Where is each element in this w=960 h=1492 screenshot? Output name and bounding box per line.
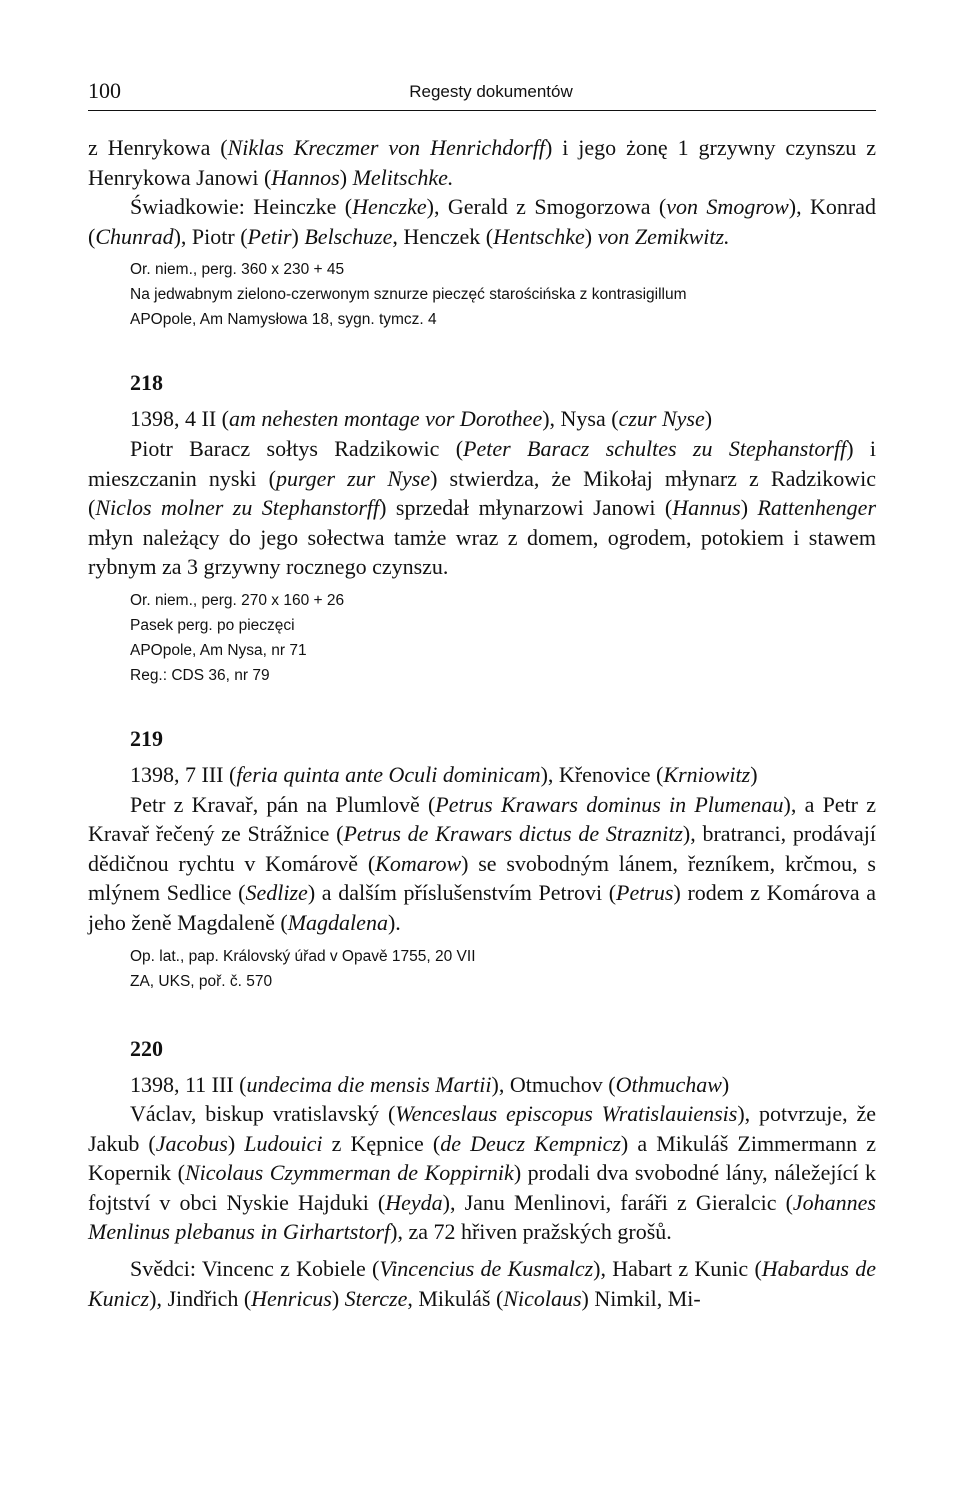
italic-text: Heyda [385, 1189, 443, 1215]
text: ) a dalším příslušenstvím Petrovi ( [307, 880, 617, 906]
archival-notes [88, 257, 876, 332]
italic-text: feria quinta ante Oculi dominicam [236, 761, 541, 787]
text: ), Gerald z Smogorzowa ( [426, 194, 667, 220]
paragraph [88, 1099, 876, 1247]
text: ) [584, 223, 598, 249]
italic-text: Chunrad [95, 223, 174, 249]
text: ) [740, 495, 758, 521]
text: ), potvrzuje, že Jakub ( [88, 1101, 877, 1156]
italic-text: Habardus de Kunicz [88, 1256, 877, 1311]
page-number: 100 [88, 78, 121, 103]
italic-text: Jacobus [155, 1130, 228, 1156]
text: ) rodem z Komárova a jeho ženě Magdaleně ( [88, 880, 876, 935]
text: 1398, 4 II ( [130, 406, 229, 432]
text: Petr z Kravař, pán na Plumlově ( [130, 791, 436, 817]
entry-number: 218 [130, 370, 163, 396]
text: 1398, 7 III ( [130, 761, 237, 787]
entry-number: 220 [130, 1035, 163, 1061]
italic-text: Sedlize [245, 880, 308, 906]
text: młyn należący do jego sołectwa tamże wraz z domem, ogrodem, potokiem i stawem rybnym za 3 grzywny rocznego czynszu. [88, 524, 876, 580]
italic-text: am nehesten montage vor Dorothee [228, 406, 543, 432]
text: ) [331, 1285, 345, 1311]
text: Svědci: Vincenc z Kobiele ( [130, 1256, 380, 1282]
text: ), a Petr z Kravař řečený ze Strážnice ( [88, 791, 876, 847]
note-line: Or. niem., perg. 360 x 230 + 45 [130, 261, 345, 279]
italic-text: purger zur Nyse [275, 465, 431, 491]
italic-text: Stercze [344, 1285, 408, 1311]
text: ) [227, 1130, 245, 1156]
text: Václav, biskup vratislavský ( [130, 1101, 396, 1127]
entry-dateline [88, 760, 876, 790]
italic-text: Henczke [352, 194, 427, 220]
italic-text: Othmuchaw [615, 1071, 722, 1097]
italic-text: Johannes Menlinus plebanus in Girhartstorf [88, 1189, 876, 1245]
note-line: APOpole, Am Namysłowa 18, sygn. tymcz. 4 [130, 311, 437, 329]
text: ) i jego żonę 1 grzywny czynszu z Henrykowa Janowi ( [88, 135, 876, 190]
text: ), Habart z Kunic ( [593, 1256, 762, 1282]
text: ), Janu Menlinovi, faráři z Gieralcic ( [442, 1189, 793, 1215]
text: ), Konrad ( [88, 194, 876, 249]
italic-text: Magdalena [287, 909, 388, 935]
text: z Henrykowa ( [88, 135, 228, 160]
italic-text: Hannos [271, 164, 340, 190]
note-line: Reg.: CDS 36, nr 79 [130, 666, 270, 684]
text: ) [750, 761, 758, 787]
italic-text: Wenceslaus episcopus Wratislauiensis [395, 1101, 738, 1127]
italic-text: Nicolaus Czymmerman de Koppirnik [184, 1160, 514, 1186]
text: ), Křenovice ( [540, 761, 664, 787]
text: ), Piotr ( [173, 223, 248, 249]
italic-text: von Zemikwitz. [597, 223, 730, 249]
italic-text: Melitschke. [352, 164, 454, 190]
italic-text: Rattenhenger [757, 495, 877, 521]
italic-text: Belschuze [304, 223, 393, 249]
note-line: ZA, UKS, poř. č. 570 [130, 972, 273, 990]
archival-notes [88, 588, 876, 688]
paragraph [88, 192, 876, 251]
text: ) stwierdza, że Mikołaj młynarz z Radzikowic ( [88, 465, 876, 521]
text: ), Otmuchov ( [491, 1071, 616, 1097]
text: z Kępnice ( [322, 1130, 441, 1156]
italic-text: Ludouici [244, 1130, 323, 1156]
text: 1398, 11 III ( [130, 1071, 247, 1097]
italic-text: Nicolaus [503, 1285, 582, 1311]
italic-text: Niclos molner zu Stephanstorff [95, 495, 380, 521]
note-line: Na jedwabnym zielono-czerwonym sznurze pieczęć starościńska z kontrasigillum [130, 286, 687, 304]
text: ), Jindřich ( [149, 1285, 252, 1311]
paragraph [88, 1254, 876, 1313]
italic-text: de Deucz Kempnicz [440, 1130, 621, 1156]
paragraph [88, 790, 876, 938]
italic-text: Petir [247, 223, 292, 249]
page-header [88, 78, 876, 111]
text: ) a Mikuláš Zimmermann z Kopernik ( [88, 1130, 877, 1186]
paragraph [88, 133, 876, 192]
italic-text: Komarow [375, 850, 462, 876]
note-line: Op. lat., pap. Královský úřad v Opavě 1755, 20 VII [130, 947, 476, 965]
archival-notes [88, 944, 876, 994]
italic-text: Petrus de Krawars dictus de Straznitz [343, 821, 683, 847]
text: ), za 72 hřiven pražských grošů. [390, 1219, 672, 1245]
italic-text: Petrus Krawars dominus in Plumenau [435, 791, 784, 817]
italic-text: Petrus [616, 880, 674, 906]
text: ) prodali dva svobodné lány, náležející k fojtství v obci Nyskie Hajduki ( [88, 1160, 877, 1215]
italic-text: von Smogrow [666, 194, 789, 220]
text: ), bratranci, prodávají dědičnou rychtu v Komárově ( [88, 821, 877, 876]
text: ) i mieszczanin nyski ( [88, 435, 876, 491]
note-line: Or. niem., perg. 270 x 160 + 26 [130, 591, 345, 609]
entry-dateline [88, 404, 876, 434]
note-line: Pasek perg. po pieczęci [130, 616, 295, 634]
page-body [88, 133, 876, 1313]
text: , Mikuláš ( [407, 1285, 504, 1311]
text: ) [704, 406, 713, 432]
italic-text: Niklas Kreczmer von Henrichdorff [227, 135, 545, 160]
entry-dateline [88, 1070, 876, 1100]
italic-text: Krniowitz [663, 761, 751, 787]
text: ) [721, 1071, 730, 1097]
italic-text: Peter Baracz schultes zu Stephanstorff [463, 435, 847, 461]
paragraph [88, 434, 876, 582]
text: ), Nysa ( [542, 406, 619, 432]
text: Piotr Baracz sołtys Radzikowic ( [130, 435, 464, 461]
italic-text: Hentschke [493, 223, 585, 249]
text: Świadkowie: Heinczke ( [130, 194, 353, 220]
italic-text: Henricus [251, 1285, 332, 1311]
italic-text: undecima die mensis Martii [246, 1071, 492, 1097]
text: ). [387, 909, 401, 935]
italic-text: Hannus [672, 495, 741, 521]
text: ) Nimkil, Mi- [581, 1285, 701, 1311]
note-line: APOpole, Am Nysa, nr 71 [130, 641, 307, 659]
italic-text: czur Nyse [618, 406, 705, 432]
text: ) [339, 164, 353, 190]
italic-text: Vincencius de Kusmalcz [379, 1256, 594, 1282]
text: ) sprzedał młynarzowi Janowi ( [379, 495, 673, 521]
entry-number: 219 [130, 725, 163, 751]
text: , Henczek ( [392, 223, 494, 249]
text: ) [291, 223, 305, 249]
text: ) se svobodným lánem, řezníkem, krčmou, s mlýnem Sedlice ( [88, 850, 876, 906]
running-title: Regesty dokumentów [409, 82, 573, 101]
